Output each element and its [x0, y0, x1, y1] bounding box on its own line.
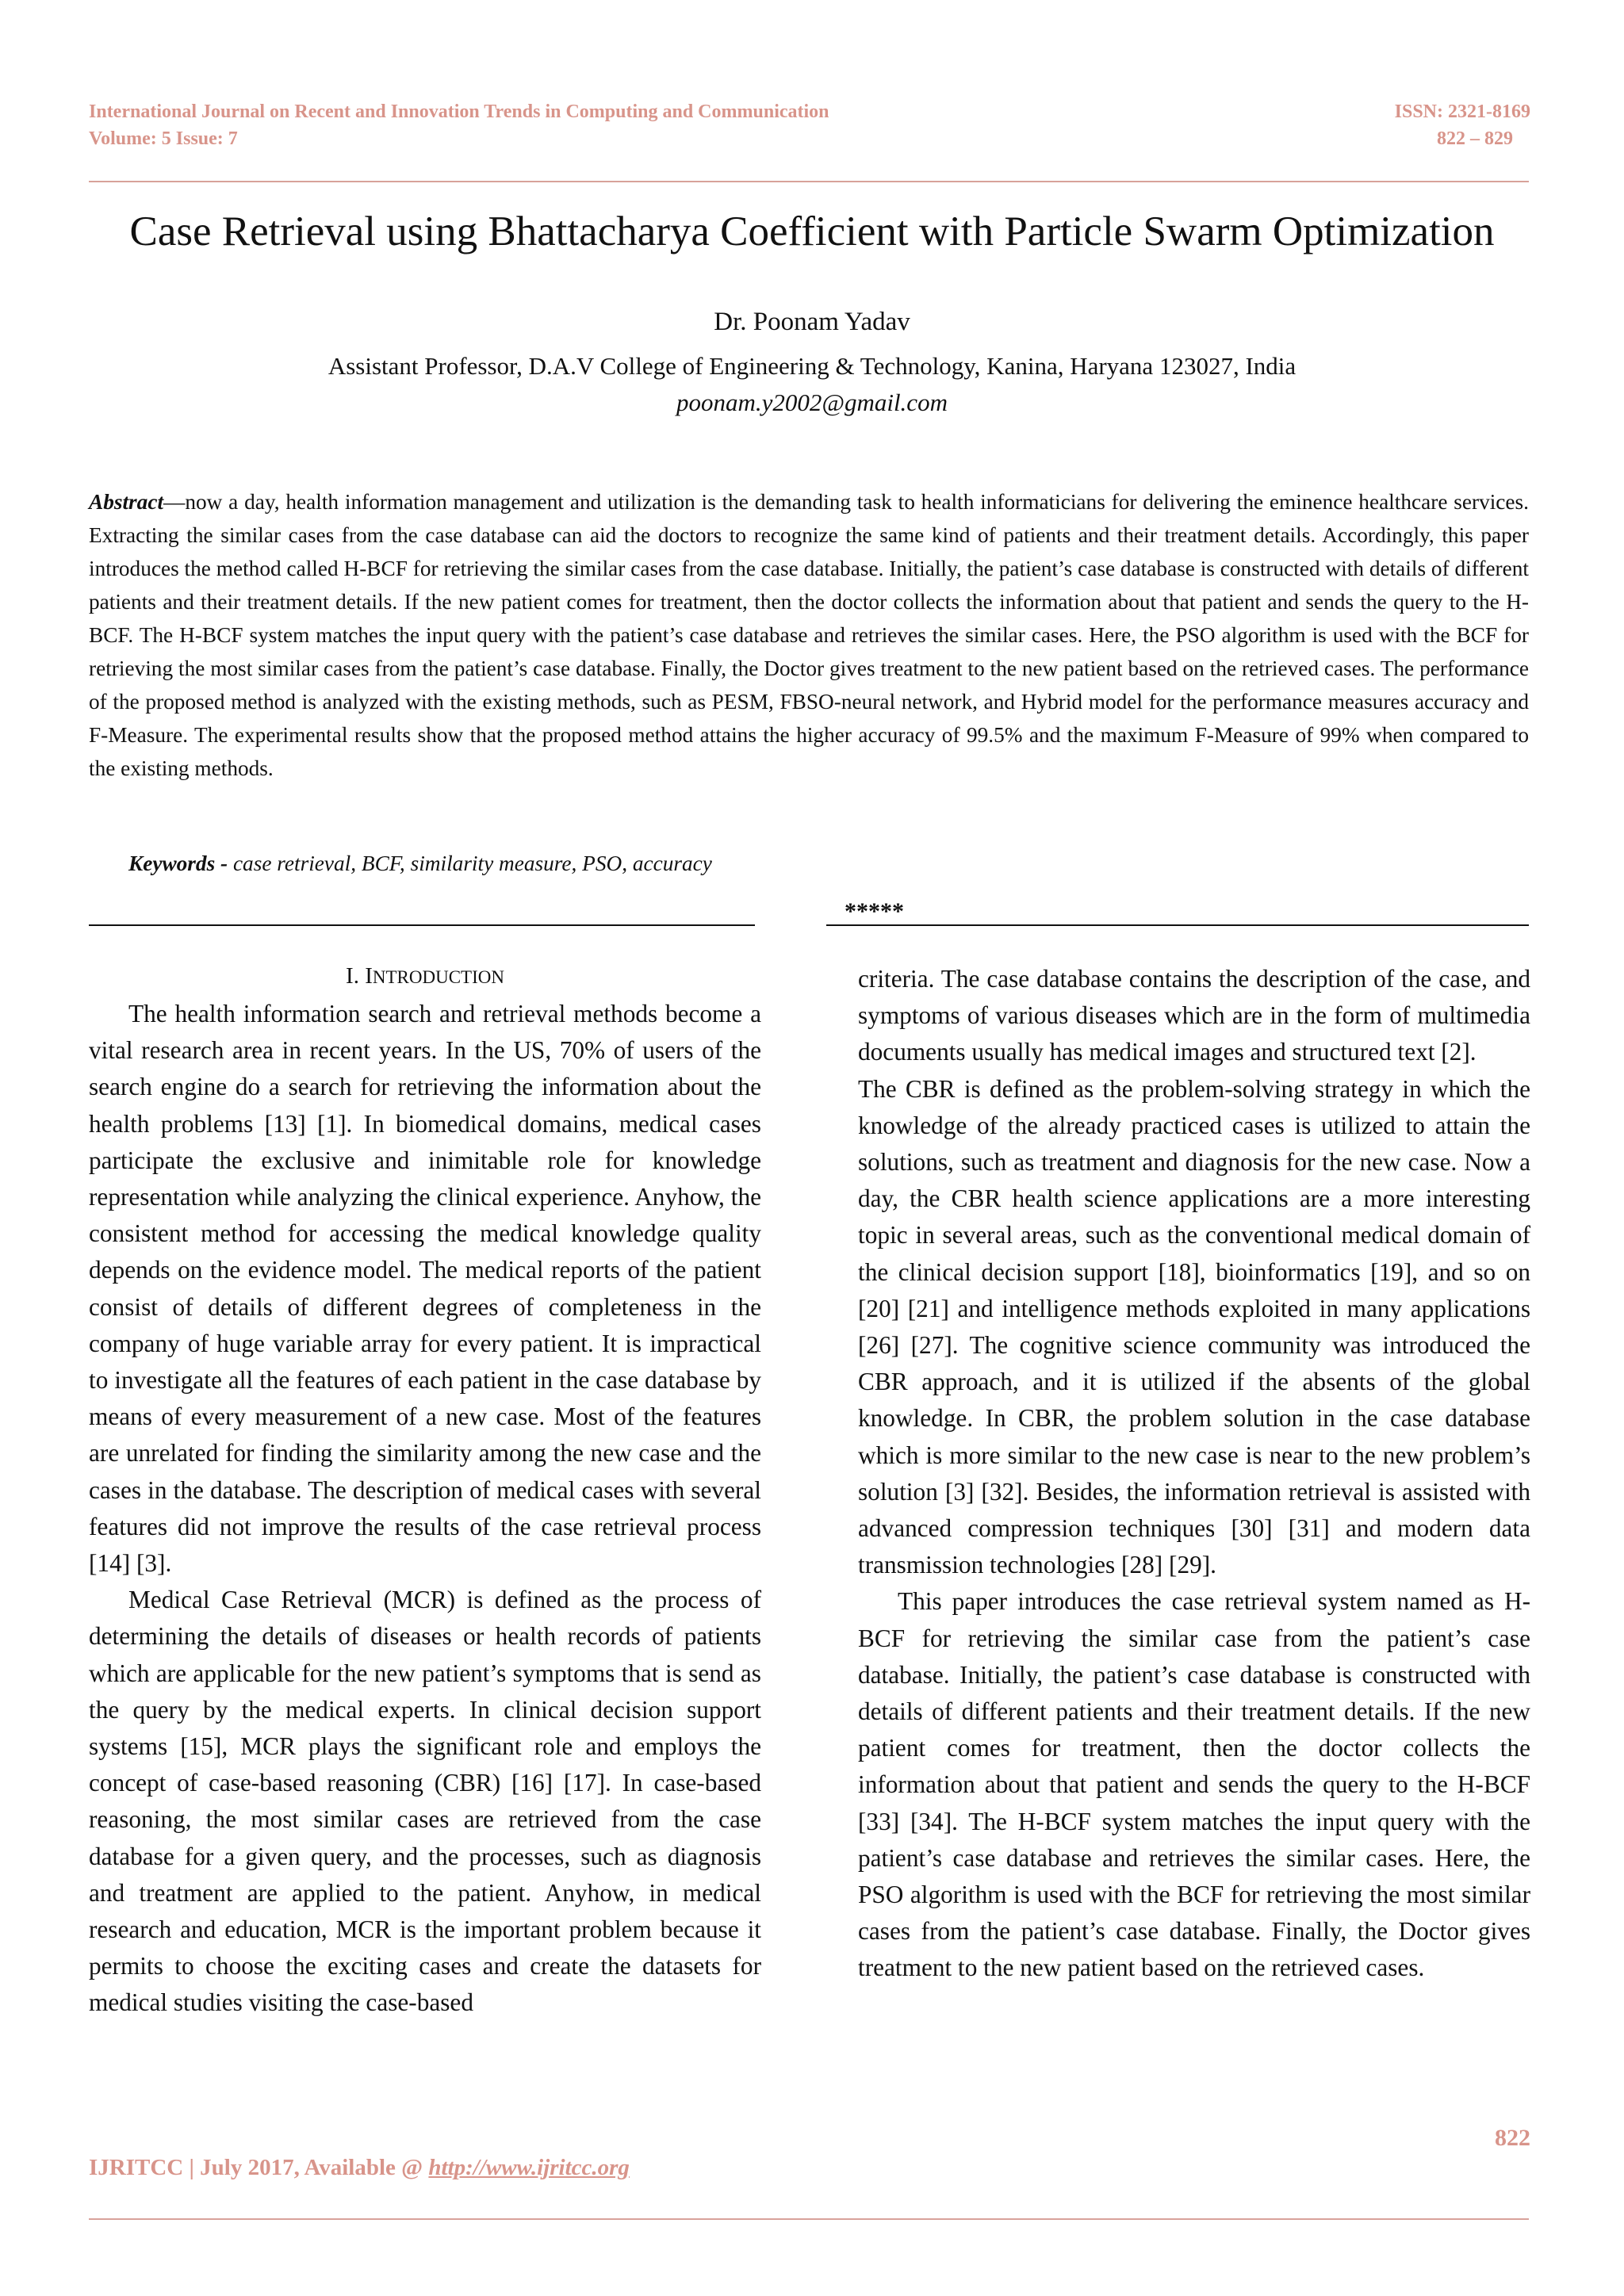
footer: [89, 2155, 630, 2181]
footer-rule: [89, 2218, 1529, 2220]
separator-line-right: [826, 924, 1529, 926]
header-rule: [89, 181, 1529, 182]
author-affiliation: Assistant Professor, D.A.V College of Engineering & Technology, Kanina, Haryana 123027, India: [327, 352, 1297, 380]
author-email: poonam.y2002@gmail.com: [676, 388, 948, 416]
keywords: [128, 847, 1524, 880]
abstract: [89, 485, 1529, 785]
right-column: [858, 961, 1530, 1987]
section-heading: I. INTRODUCTION: [346, 963, 504, 989]
running-header-right: [1395, 98, 1530, 152]
paragraph: This paper introduces the case retrieval system named as H-BCF for retrieving the similar case from the patient’s case database. Initially, the patient’s case database is constructed with details of different patients and their treatment details. If the new patient comes for treatment, then the doctor collects the information about that patient and sends the query to the H-BCF [33] [34]. The H-BCF system matches the input query with the patient’s case database and retrieves the similar cases. Here, the PSO algorithm is used with the BCF for retrieving the most similar cases from the patient’s case database. Finally, the Doctor gives treatment to the new patient based on the retrieved cases.: [858, 1587, 1530, 1982]
keywords-label: Keywords -: [128, 851, 233, 875]
author-name: Dr. Poonam Yadav: [714, 308, 910, 336]
footer-text: IJRITCC | July 2017, Available @: [89, 2155, 429, 2180]
keywords-text: case retrieval, BCF, similarity measure, PSO, accuracy: [232, 851, 712, 875]
left-column: [89, 958, 761, 2022]
abstract-label: Abstract: [89, 490, 164, 514]
separator-stars: *****: [845, 898, 904, 924]
footer-link[interactable]: http://www.ijritcc.org: [428, 2155, 630, 2180]
section-separator: [89, 894, 1529, 929]
journal-name: International Journal on Recent and Innovation Trends in Computing and Communication: [89, 101, 829, 122]
abstract-text: —now a day, health information management and utilization is the demanding task to health informaticians for delivering the eminence healthcare services. Extracting the similar cases from the case database can aid the doctors to recognize the same kind of patients and their treatment details. Accordingly, this paper introduces the method called H-BCF for retrieving the similar cases from the case database. Initially, the patient’s case database is constructed with details of different patients and their treatment details. If the new patient comes for treatment, then the doctor collects the information about that patient and sends the query to the H-BCF. The H-BCF system matches the input query with the patient’s case database and retrieves the similar cases. Here, the PSO algorithm is used with the BCF for retrieving the most similar cases from the patient’s case database. Finally, the Doctor gives treatment to the new patient based on the retrieved cases. The performance of the proposed method is analyzed with the existing methods, such as PESM, FBSO-neural network, and Hybrid model for the performance measures accuracy and F-Measure. The experimental results show that the proposed method attains the higher accuracy of 99.5% and the maximum F-Measure of 99% when compared to the existing methods.: [89, 490, 1529, 780]
issn: ISSN: 2321-8169: [1394, 101, 1530, 122]
volume-issue: Volume: 5 Issue: 7: [89, 128, 238, 149]
paper-title: Case Retrieval using Bhattacharya Coefficient with Particle Swarm Optimization: [129, 209, 1495, 254]
separator-line-left: [89, 924, 755, 926]
paragraph: criteria. The case database contains the description of the case, and symptoms of various diseases which are in the form of multimedia documents usually has medical images and structured text [2].: [858, 965, 1530, 1066]
paragraph: The health information search and retrieval methods become a vital research area in recent years. In the US, 70% of users of the search engine do a search for retrieving the information about the health problems [13] [1]. In biomedical domains, medical cases participate the exclusive and inimitable role for knowledge representation while analyzing the clinical experience. Anyhow, the consistent method for accessing the medical knowledge quality depends on the evidence model. The medical reports of the patient consist of details of different degrees of completeness in the company of huge variable array for every patient. It is impractical to investigate all the features of each patient in the case database by means of every measurement of a new case. Most of the features are unrelated for finding the similarity among the new case and the cases in the database. The description of medical cases with several features did not improve the results of the case retrieval process [14] [3].: [89, 1000, 761, 1578]
paragraph: The CBR is defined as the problem-solving strategy in which the knowledge of the already practiced cases is utilized to attain the solutions, such as treatment and diagnosis for the new case. Now a day, the CBR health science applications are a more interesting topic in several areas, such as the conventional medical domain of the clinical decision support [18], bioinformatics [19], and so on [20] [21] and intelligence methods exploited in many applications [26] [27]. The cognitive science community was introduced the CBR approach, and it is utilized if the absents of the global knowledge. In CBR, the problem solution in the case database which is more similar to the new case is near to the new problem’s solution [3] [32]. Besides, the information retrieval is assisted with advanced compression techniques [30] [31] and modern data transmission technologies [28] [29].: [858, 1074, 1530, 1579]
running-header-left: [89, 98, 829, 152]
paragraph: Medical Case Retrieval (MCR) is defined as the process of determining the details of diseases or health records of patients which are applicable for the new patient’s symptoms that is send as the query by the medical experts. In clinical decision support systems [15], MCR plays the significant role and employs the concept of case-based reasoning (CBR) [16] [17]. In case-based reasoning, the most similar cases are retrieved from the case database for a given query, and the processes, such as diagnosis and treatment are applied to the patient. Anyhow, in medical research and education, MCR is the important problem because it permits to choose the exciting cases and create the datasets for medical studies visiting the case-based: [89, 1586, 761, 2017]
page-number: 822: [1495, 2125, 1530, 2151]
page-range: 822 – 829: [1437, 128, 1513, 149]
